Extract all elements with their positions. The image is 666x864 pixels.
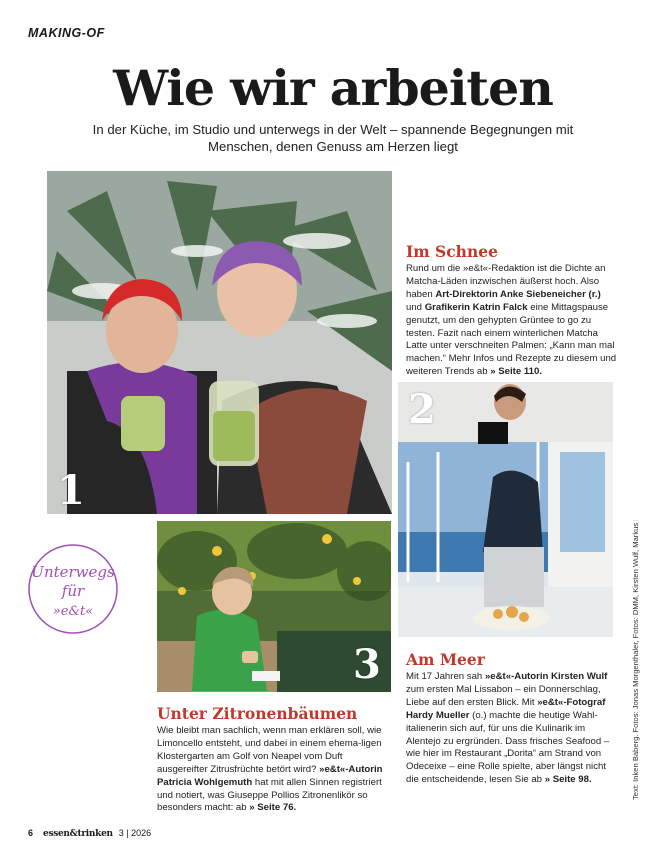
section-label: MAKING-OF <box>28 26 105 40</box>
stamp-line-1: Unterwegs <box>31 563 115 581</box>
page-title: Wie wir arbeiten <box>113 59 553 117</box>
section-title-unter-zitronenbaeumen: Unter Zitronenbäumen <box>157 704 358 723</box>
photo-matcha-snow <box>47 171 392 514</box>
section-text-unter-zitronenbaeumen: Wie bleibt man sachlich, wenn man erklären soll, wie Limoncello entsteht, und dabei in einem ehema-ligen Klostergarten am Golf von Neapel vom Duft ausgereifter Zitrusfrüchte betört wird? »e&t«-Autorin Patricia Wohlgemuth hat mit allen Sinnen registriert und notiert, was Giuseppe Pollios Zitronenlikör so besonders macht: ab » Seite 76. <box>157 725 383 814</box>
photo-photographer-sea <box>398 382 613 637</box>
page-footer <box>28 828 151 839</box>
magazine-name: essen&trinken <box>43 829 113 839</box>
section-title-am-meer: Am Meer <box>406 650 485 669</box>
section-text-im-schnee: Rund um die »e&t«-Redaktion ist die Dichte an Matcha-Läden inzwischen äußerst hoch. Also haben Art-Direktorin Anke Siebeneicher (r.) und Grafikerin Katrin Falck eine Mittagspause genutzt, um den gehypten Grüntee to go zu testen. Fazit nach einem winterlichen Matcha Latte unter verschneiten Palmen: „Kann man mal machen.“ Mehr Infos und Rezepte zu diesem und weiteren Trends ab » Seite 110. <box>406 263 617 378</box>
photo-number-1: 1 <box>57 467 85 514</box>
section-title-im-schnee: Im Schnee <box>406 242 498 261</box>
stamp-line-3: »e&t« <box>52 604 94 619</box>
unterwegs-stamp <box>27 543 119 635</box>
issue-number: 3 | 2026 <box>118 828 152 838</box>
page-number: 6 <box>28 828 34 838</box>
photo-number-2: 2 <box>408 386 436 433</box>
subtitle: In der Küche, im Studio und unterwegs in der Welt – spannende Begegnungen mit Menschen, denen Genuss am Herzen liegt <box>92 122 574 154</box>
photo-credit-text: Text: Inken Baberg. Fotos: Jonas Morgenthaler, Fotos: DMM, Kirsten Wulf, Markus Kirchgessner <box>631 520 640 800</box>
photo-lemon-trees <box>157 521 391 692</box>
photo-number-3: 3 <box>353 641 381 688</box>
section-text-am-meer: Mit 17 Jahren sah »e&t«-Autorin Kirsten Wulf zum ersten Mal Lissabon – ein Donnerschlag, Liebe auf den ersten Blick. Mit »e&t«-Fotograf Hardy Mueller (o.) machte die heutige Wahl-italienerin sich auf, für uns die Kulinarik im Alentejo zu ergründen. Dass frisches Seafood – wie hier im Restaurant „Dorita“ am Strand von Odeceixe – eine Rolle spielte, aber längst nicht die entscheidende, lesen Sie ab » Seite 98. <box>406 671 610 786</box>
photo-credit <box>628 520 642 800</box>
stamp-line-2: für <box>61 582 85 600</box>
